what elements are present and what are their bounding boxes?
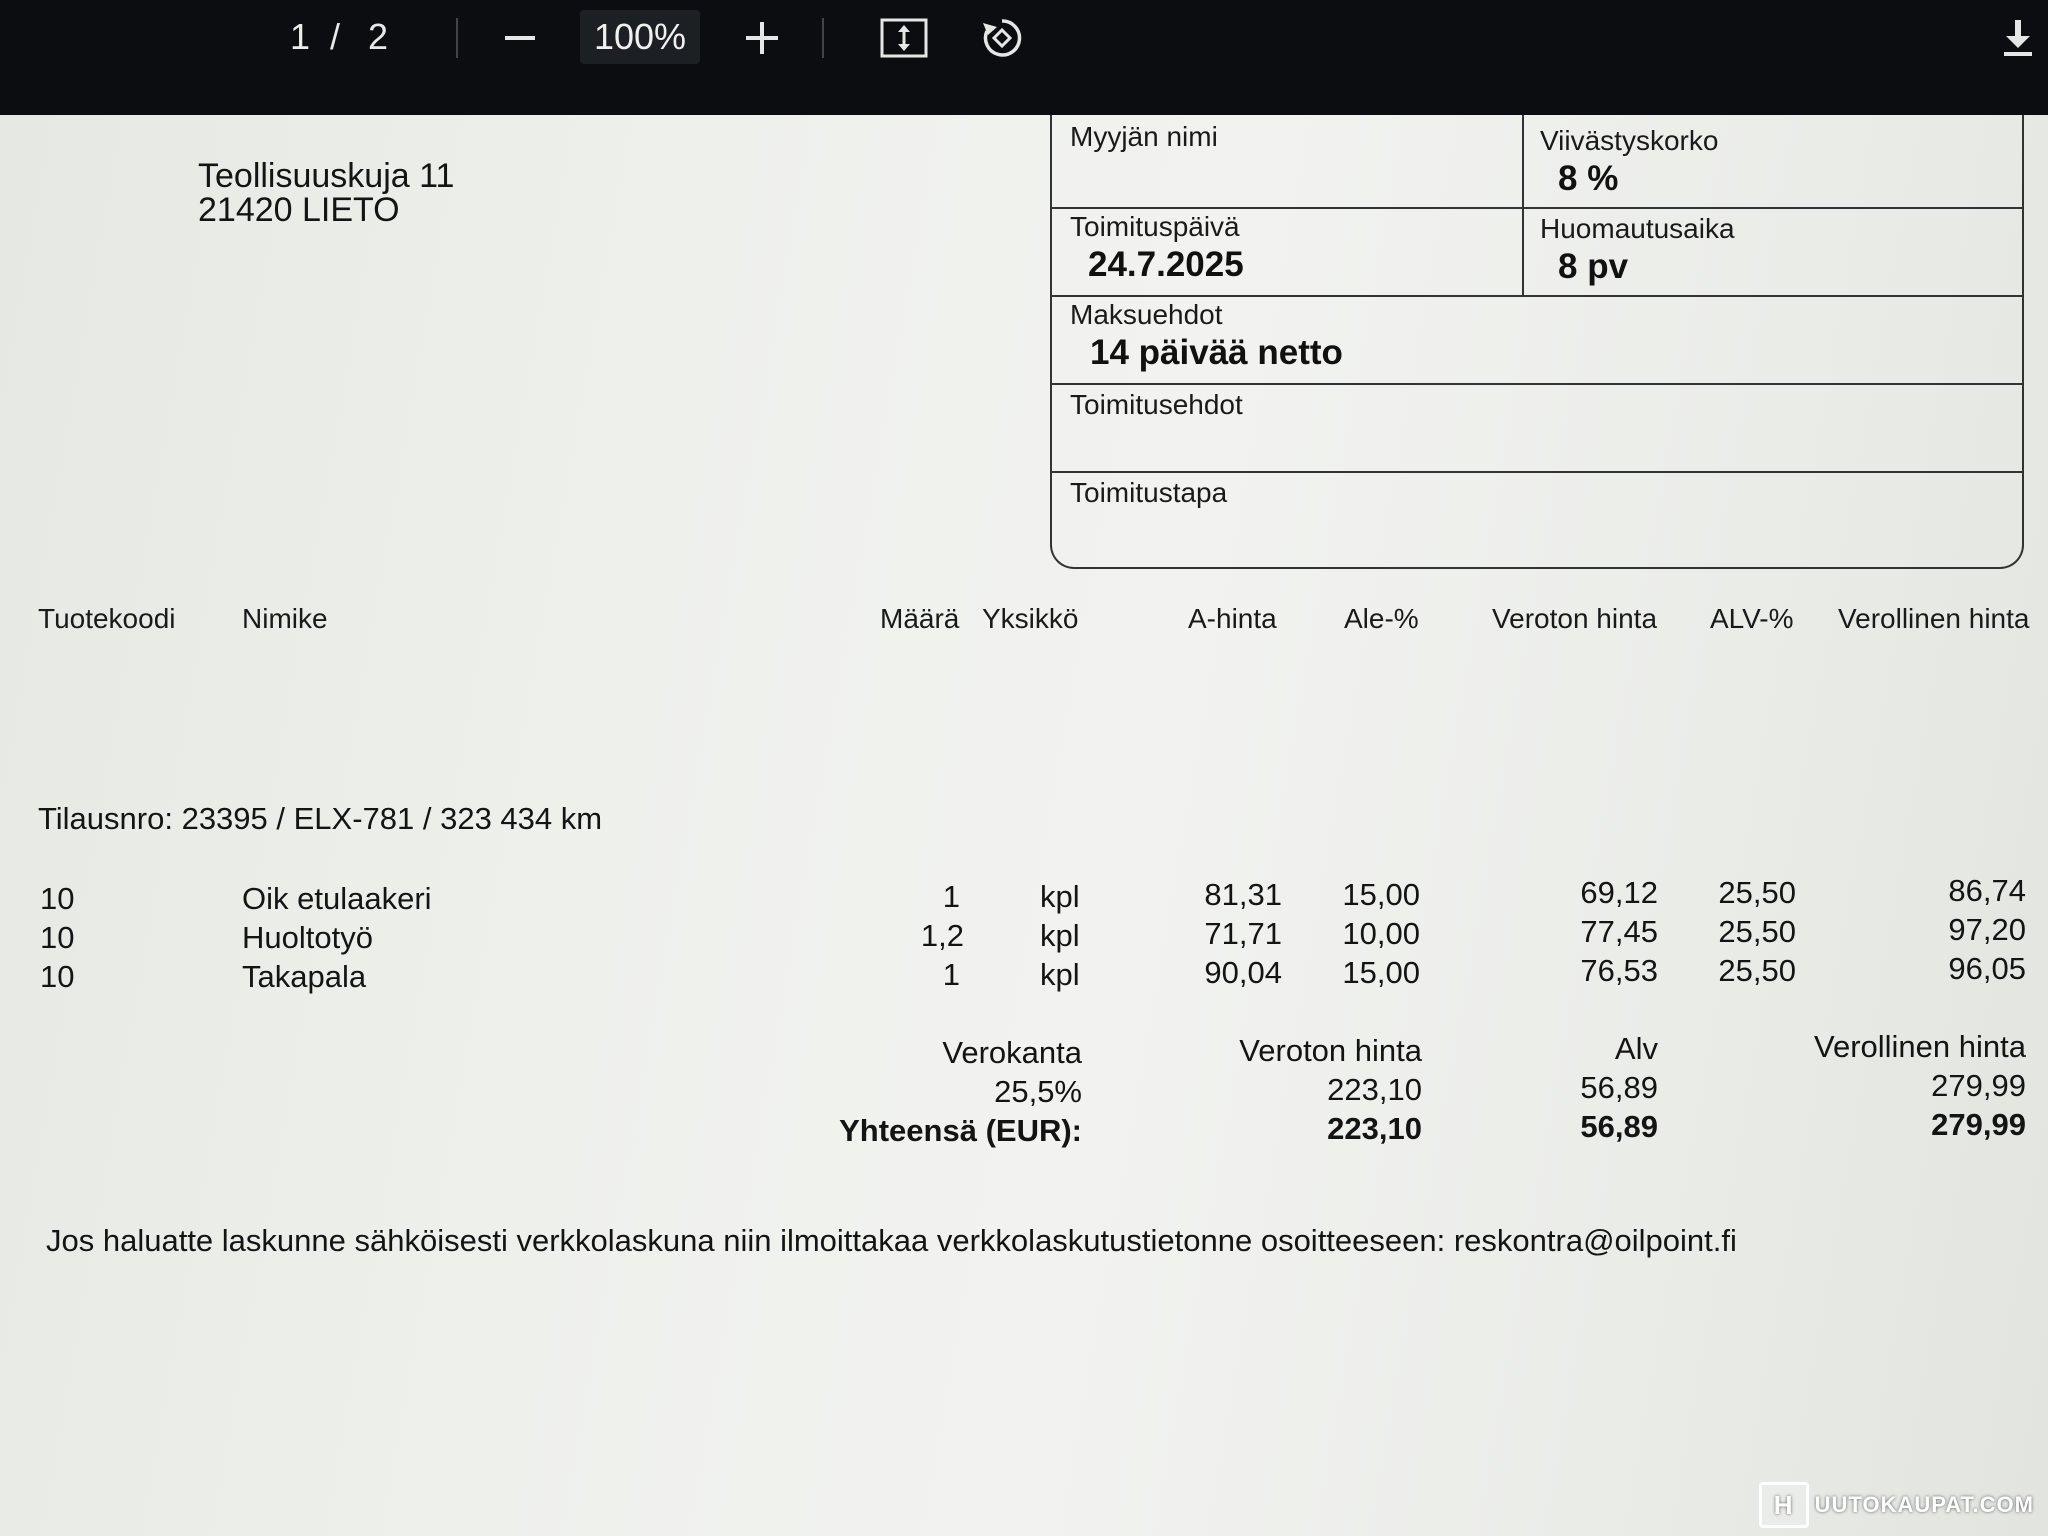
summary-net-label: Veroton hinta <box>1239 1033 1422 1068</box>
summary-vat: 56,89 <box>1580 1070 1658 1105</box>
row-unit: kpl <box>1040 879 1080 914</box>
pdf-viewer-toolbar <box>0 0 2048 115</box>
row-vat: 25,50 <box>1718 914 1796 949</box>
seller-name-label: Myyjän nimi <box>1070 121 1218 152</box>
header-quantity: Määrä <box>880 603 960 634</box>
box-line <box>1052 295 2022 297</box>
address-postal: 21420 LIETO <box>198 191 400 229</box>
rotate-button[interactable] <box>974 12 1030 64</box>
summary-vat-label: Alv <box>1614 1031 1658 1066</box>
download-button[interactable] <box>1998 12 2038 64</box>
order-reference: Tilausnro: 23395 / ELX-781 / 323 434 km <box>38 801 603 836</box>
zoom-out-button[interactable] <box>492 12 548 64</box>
summary-tax-rate: 25,5% <box>994 1074 1082 1109</box>
summary-total-net: 223,10 <box>1327 1111 1422 1146</box>
row-name: Huoltotyö <box>242 920 373 955</box>
row-net-price: 77,45 <box>1580 914 1658 949</box>
download-icon <box>2002 18 2034 58</box>
row-vat: 25,50 <box>1718 875 1796 910</box>
header-item-name: Nimike <box>242 603 328 634</box>
notice-period-value: 8 pv <box>1558 247 1629 286</box>
header-unit-price: A-hinta <box>1188 603 1277 634</box>
summary-tax-rate-label: Verokanta <box>942 1035 1082 1070</box>
address-street: Teollisuuskuja 11 <box>198 157 455 195</box>
delivery-date-value: 24.7.2025 <box>1088 245 1244 284</box>
row-qty: 1 <box>942 957 960 992</box>
watermark-logo-icon: H <box>1759 1482 1809 1528</box>
payment-terms-value: 14 päivää netto <box>1090 333 1343 372</box>
payment-terms-label: Maksuehdot <box>1070 299 1223 330</box>
row-discount: 15,00 <box>1342 877 1420 912</box>
fit-page-icon <box>880 18 928 58</box>
row-name: Oik etulaakeri <box>242 881 432 916</box>
notice-period-label: Huomautusaika <box>1540 213 1735 244</box>
row-code: 10 <box>40 881 75 916</box>
toolbar-divider <box>822 18 824 58</box>
box-line <box>1052 471 2022 473</box>
minus-icon <box>503 21 537 55</box>
header-vat-percent: ALV-% <box>1710 603 1794 634</box>
row-name: Takapala <box>242 959 367 994</box>
total-pages: 2 <box>368 16 389 57</box>
summary-gross-label: Verollinen hinta <box>1814 1029 2026 1064</box>
box-line <box>1052 383 2022 385</box>
late-interest-value: 8 % <box>1558 159 1619 198</box>
late-interest-label: Viivästyskorko <box>1540 125 1719 156</box>
watermark <box>1759 1482 2034 1528</box>
summary-gross: 279,99 <box>1931 1068 2026 1103</box>
delivery-method-label: Toimitustapa <box>1070 477 1228 508</box>
row-discount: 15,00 <box>1342 955 1420 990</box>
invoice-info-box <box>1050 115 2024 569</box>
rotate-icon <box>979 15 1025 61</box>
row-gross-price: 96,05 <box>1948 951 2026 986</box>
toolbar-divider <box>456 18 458 58</box>
summary-total-vat: 56,89 <box>1580 1109 1658 1144</box>
row-unit-price: 71,71 <box>1204 916 1282 951</box>
e-invoice-notice: Jos haluatte laskunne sähköisesti verkkolaskuna niin ilmoittakaa verkkolaskutustietonne osoitteeseen: reskontra@oilpoint.fi <box>46 1223 1737 1258</box>
fit-page-button[interactable] <box>876 12 932 64</box>
box-line <box>1522 115 1524 295</box>
row-unit-price: 90,04 <box>1204 955 1282 990</box>
summary-net: 223,10 <box>1327 1072 1422 1107</box>
current-page-input[interactable]: 1 <box>289 16 311 57</box>
header-product-code: Tuotekoodi <box>38 603 176 634</box>
row-unit: kpl <box>1040 957 1080 992</box>
header-discount: Ale-% <box>1344 603 1419 634</box>
row-unit: kpl <box>1040 918 1080 953</box>
row-code: 10 <box>40 959 75 994</box>
row-code: 10 <box>40 920 75 955</box>
header-gross-price: Verollinen hinta <box>1838 603 2030 634</box>
row-vat: 25,50 <box>1718 953 1796 988</box>
header-unit: Yksikkö <box>982 603 1079 634</box>
row-discount: 10,00 <box>1342 916 1420 951</box>
invoice-page <box>0 115 2048 1536</box>
row-qty: 1 <box>942 879 960 914</box>
summary-total-label: Yhteensä (EUR): <box>839 1113 1082 1148</box>
box-line <box>1052 207 2022 209</box>
row-net-price: 76,53 <box>1580 953 1658 988</box>
plus-icon <box>744 20 780 56</box>
watermark-text: UUTOKAUPAT.COM <box>1814 1492 2034 1517</box>
row-net-price: 69,12 <box>1580 875 1658 910</box>
row-qty: 1,2 <box>920 918 964 953</box>
delivery-date-label: Toimituspäivä <box>1070 211 1240 242</box>
delivery-terms-label: Toimitusehdot <box>1070 389 1243 420</box>
header-net-price: Veroton hinta <box>1492 603 1658 634</box>
row-gross-price: 97,20 <box>1948 912 2026 947</box>
zoom-level[interactable]: 100% <box>580 10 700 64</box>
row-gross-price: 86,74 <box>1948 873 2026 908</box>
page-separator: / <box>330 16 341 57</box>
row-unit-price: 81,31 <box>1204 877 1282 912</box>
summary-total-gross: 279,99 <box>1931 1107 2026 1142</box>
zoom-in-button[interactable] <box>734 12 790 64</box>
